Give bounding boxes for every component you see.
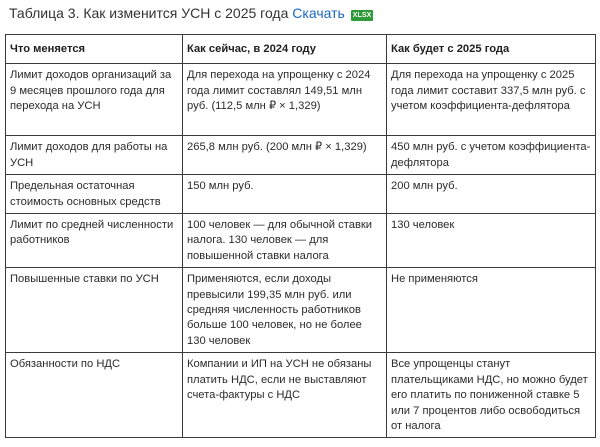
table-cell: 130 человек — [387, 214, 596, 268]
table-cell: 100 человек — для обычной ставки налога. 130 человек — для повышенной ставки налога — [183, 214, 387, 268]
table-row — [6, 268, 596, 353]
download-link[interactable]: Скачать — [292, 5, 345, 21]
table-row — [6, 214, 596, 268]
table-cell: Для перехода на упрощенку с 2024 года лимит составлял 149,51 млн руб. (112,5 млн ₽ × 1,329) — [183, 64, 387, 136]
table-cell: Все упрощенцы станут плательщиками НДС, но можно будет его платить по пониженной ставке 5 или 7 процентов либо освободиться от налога — [387, 353, 596, 438]
caption-title: Таблица 3. Как изменится УСН с 2025 года — [9, 5, 289, 21]
table-cell: Предельная остаточная стоимость основных средств — [6, 175, 183, 214]
table-header-row — [6, 35, 596, 64]
table-cell: 150 млн руб. — [183, 175, 387, 214]
column-header-what-changes: Что меняется — [6, 35, 183, 64]
table-caption — [9, 4, 373, 22]
table-cell: 265,8 млн руб. (200 млн ₽ × 1,329) — [183, 136, 387, 175]
table-cell: Применяются, если доходы превысили 199,35 млн руб. или средняя численность работников больше 100 человек, но не более 130 человек — [183, 268, 387, 353]
table-row — [6, 136, 596, 175]
table-cell: Лимит по средней численности работников — [6, 214, 183, 268]
table-row — [6, 64, 596, 136]
table-cell: Для перехода на упрощенку с 2025 года лимит составит 337,5 млн руб. с учетом коэффициента-дефлятора — [387, 64, 596, 136]
column-header-from-2025: Как будет с 2025 года — [387, 35, 596, 64]
usn-changes-table — [5, 34, 596, 438]
table-cell: 450 млн руб. с учетом коэффициента-дефлятора — [387, 136, 596, 175]
table-cell: 200 млн руб. — [387, 175, 596, 214]
table-cell: Компании и ИП на УСН не обязаны платить НДС, если не выставляют счета-фактуры с НДС — [183, 353, 387, 438]
table-cell: Обязанности по НДС — [6, 353, 183, 438]
table-row — [6, 175, 596, 214]
column-header-current-2024: Как сейчас, в 2024 году — [183, 35, 387, 64]
table-cell: Не применяются — [387, 268, 596, 353]
table-cell: Лимит доходов для работы на УСН — [6, 136, 183, 175]
table-row — [6, 353, 596, 438]
table-cell: Повышенные ставки по УСН — [6, 268, 183, 353]
table-cell: Лимит доходов организаций за 9 месяцев прошлого года для перехода на УСН — [6, 64, 183, 136]
xlsx-file-icon[interactable]: XLSX — [352, 12, 372, 19]
